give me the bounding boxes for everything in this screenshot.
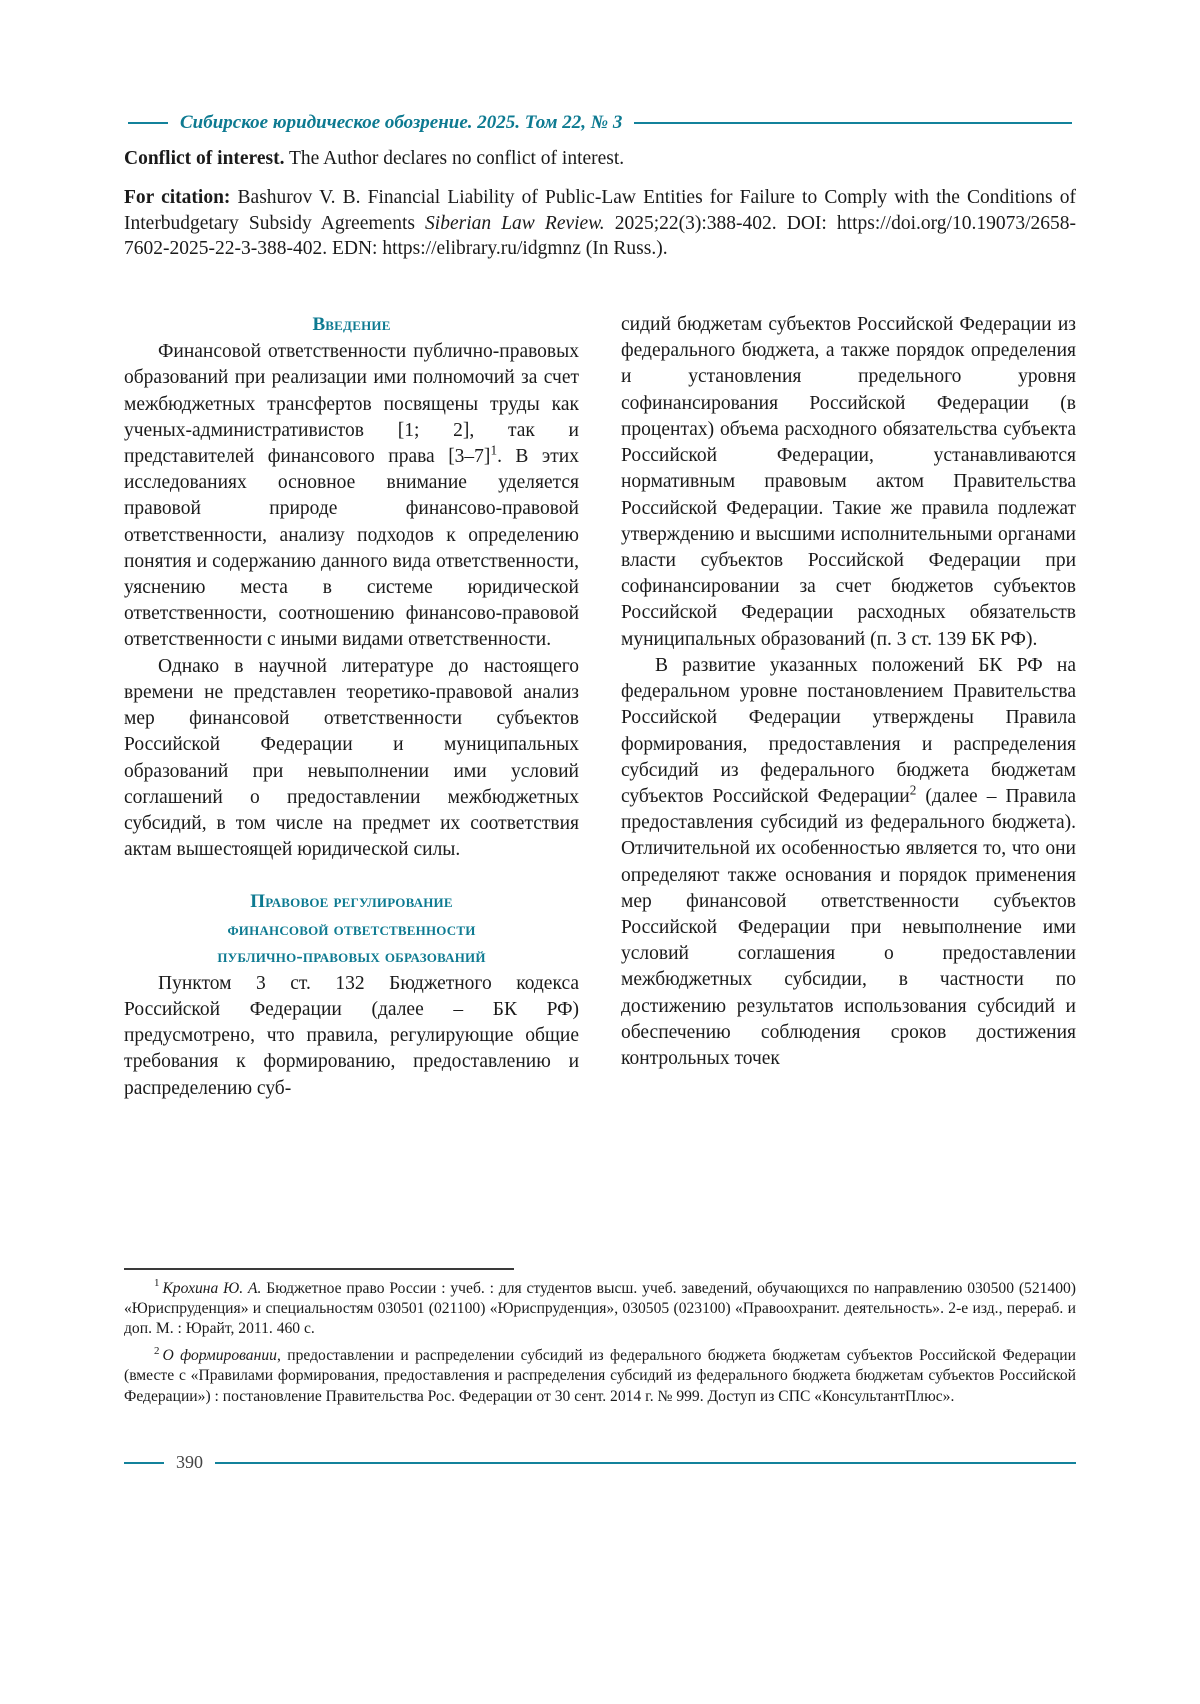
paragraph-intro-1: Финансовой ответственности публично-правовых образований при реализации ими полномочий за счет межбюджетных трансфертов посвящены труды как ученых-административистов [1; 2], так и представителей финансового права $[3-7]^1$. В этих исследованиях основное внимание уделяется правовой природе финансово-правовой ответственности, анализу подходов к определению понятия и содержанию данного вида ответственности, уяснению места в системе юридической ответственности, соотношению финансово-правовой ответственности с иными видами ответственности. <box>124 341 579 651</box>
section-heading-legal-regulation-line1: Правовое регулирование <box>250 891 453 913</box>
footnote-2 <box>124 1346 1076 1407</box>
page-number: 390 <box>176 1452 203 1472</box>
page-footer <box>124 1452 1076 1473</box>
paragraph-intro-2: Однако в научной литературе до настоящего времени не представлен теоретико-правовой анализ мер финансовой ответственности субъектов Российской Федерации и муниципальных образований при невыполнении ими условий соглашений о предоставлении межбюджетных субсидий, в том числе на предмет их соответствия актам вышестоящей юридической силы. <box>124 655 579 861</box>
running-head-title: Сибирское юридическое обозрение. 2025. Том 22, № 3 <box>180 112 623 133</box>
conflict-of-interest-paragraph <box>124 146 1076 171</box>
paragraph-right-2: В развитие указанных положений БК РФ на федеральном уровне постановлением Правительства Российской Федерации утверждены Правила формирования, предоставления и распределения субсидий из федерального бюджета бюджетам субъектов Российской Федерации$^2$ (далее – Правила предоставления субсидий из федерального бюджета). Отличительной их особенностью является то, что они определяют также основания и порядок применения мер финансовой ответственности субъектов Российской Федерации при невыполнение ими условий соглашения о предоставлении межбюджетных субсидии, в частности по достижению результатов использования субсидий и обеспечению соблюдения сроков достижения контрольных точек <box>621 654 1076 1070</box>
footnote-1 <box>124 1279 1076 1340</box>
citation-text-part2: 2025;22(3):388-402. DOI: https://doi.org/10.19073/2658-7602-2025-22-3-388-402. EDN: https://elibrary.ru/idgmnz (In Russ.). <box>124 212 1076 260</box>
conflict-of-interest-label: Conflict of interest. <box>124 148 285 169</box>
footnote-2-title: О формировании <box>162 1346 277 1364</box>
left-column <box>124 312 579 1242</box>
body-columns <box>124 312 1076 1242</box>
right-column <box>621 312 1076 1242</box>
citation-paragraph <box>124 185 1076 261</box>
section-heading-legal-regulation-line3: публично-правовых образований <box>217 945 486 967</box>
citation-text-part1: Bashurov V. B. Financial Liability of Public-Law Entities for Failure to Comply with the Conditions of Interbudgetary Subsidy Agreements <box>124 187 1077 234</box>
footer-rule-left <box>124 1462 164 1464</box>
footnote-1-marker: 1 <box>154 1277 160 1290</box>
paragraph-regulation-1: Пунктом 3 ст. 132 Бюджетного кодекса Российской Федерации (далее – БК РФ) предусмотрено, что правила, регулирующие общие требования к формированию, предоставлению и распределению суб- <box>124 972 579 1099</box>
footnotes-block <box>124 1268 1076 1413</box>
citation-label: For citation: <box>124 187 231 209</box>
footer-rule-right <box>215 1462 1076 1464</box>
footnote-1-text: Бюджетное право России : учеб. : для студентов высш. учеб. заведений, обучающихся по направлению 030500 (521400) «Юриспруденция» и специальностям 030501 (021100) «Юриспруденция», 030505 (023100) «Правоохранит. деятельность». 2-е изд., перераб. и доп. М. : Юрайт, 2011. 460 с. <box>124 1279 1076 1338</box>
footnote-1-author: Крохина Ю. А. <box>162 1279 262 1297</box>
section-heading-introduction: Введение <box>312 314 391 335</box>
footnote-2-text: , предоставлении и распределении субсидий из федерального бюджета бюджетам субъектов Российской Федерации (вместе с «Правилами формирования, предоставления и распределения субсидий из федерального бюджета бюджетам субъектов Российской Федерации») : постановление Правительства Рос. Федерации от 30 сент. 2014 г. № 999. Доступ из СПС «КонсультантПлюс». <box>124 1346 1076 1405</box>
running-head <box>128 112 1072 134</box>
footnote-separator-rule <box>124 1268 514 1270</box>
front-matter-block <box>124 146 1076 271</box>
conflict-of-interest-text: The Author declares no conflict of interest. <box>284 148 625 169</box>
section-heading-legal-regulation-line2: финансовой ответственности <box>227 918 476 940</box>
running-head-rule-left <box>128 122 168 124</box>
paragraph-right-1: сидий бюджетам субъектов Российской Федерации из федерального бюджета, а также порядок определения и установления предельного уровня софинансирования Российской Федерации (в процентах) объема расходного обязательства субъекта Российской Федерации, устанавливаются нормативным правовым актом Правительства Российской Федерации. Такие же правила подлежат утверждению и высшими исполнительными органами власти субъектов Российской Федерации при софинансировании за счет бюджетов субъектов Российской Федерации расходных обязательств муниципальных образований (п. 3 ст. 139 БК РФ). <box>621 314 1076 650</box>
footnote-2-marker: 2 <box>154 1344 160 1357</box>
running-head-rule-right <box>634 122 1072 124</box>
citation-journal-name: Siberian Law Review. <box>425 212 605 234</box>
